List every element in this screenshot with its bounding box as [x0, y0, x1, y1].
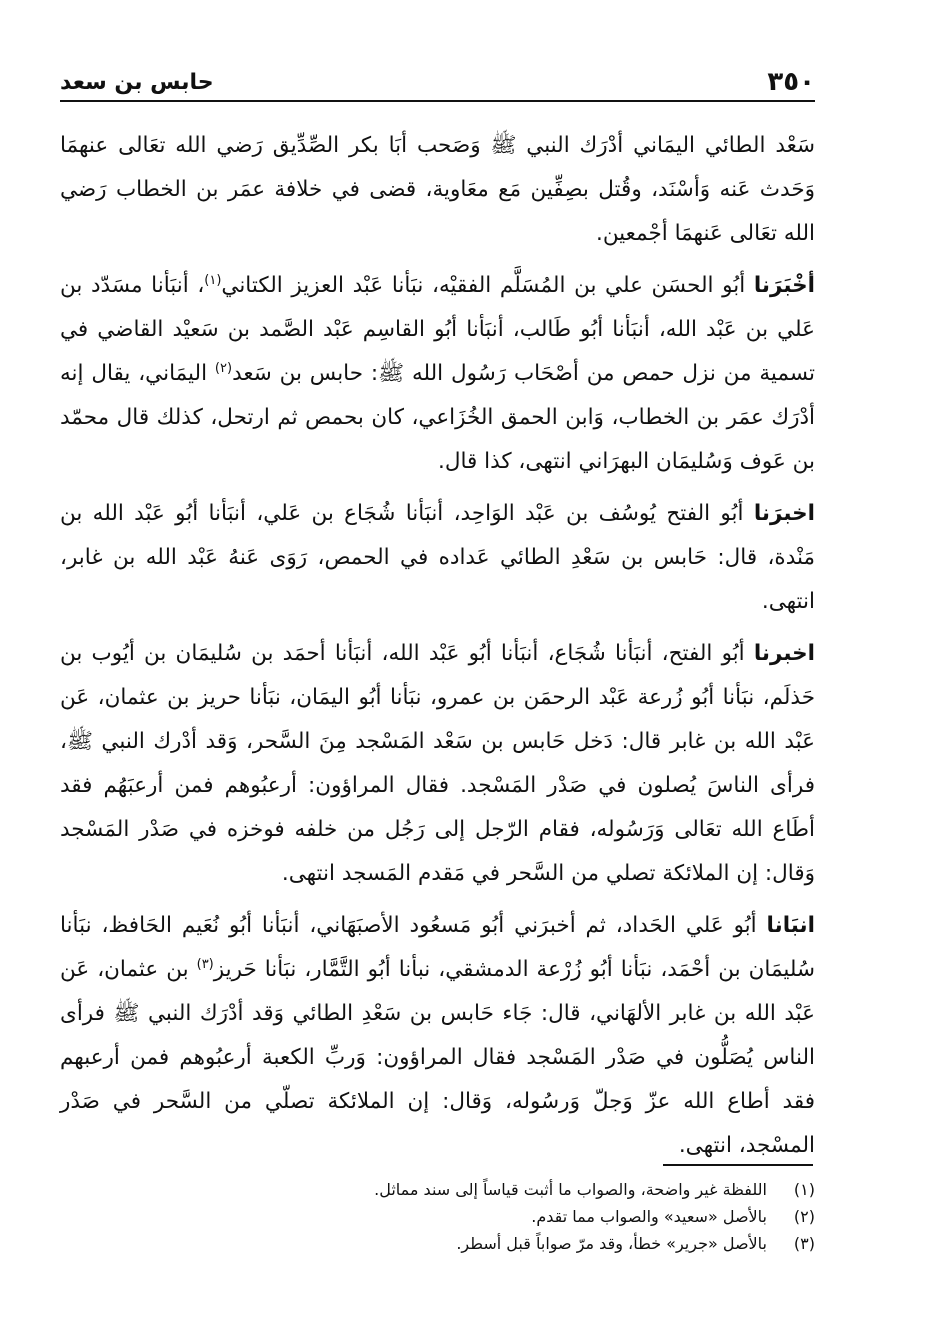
paragraph-3: [60, 492, 815, 624]
footnote-rule: [663, 1164, 813, 1166]
footnote-3: [60, 1230, 815, 1257]
page-number: ٣٥٠: [767, 67, 815, 97]
paragraph-text: بن عثمان، عَن عَبْد الله بن غابر الألهَاني، قال: جَاء حَابس بن سَعْدِ الطائي وَقد أدْرَك النبي ﷺ فرأى الناس يُصَلُّون في صَدْر المَسْجد فقال المراؤون: وَربِّ الكعبة أرعبُوهم فمن أرعبهم فقد أطاع الله عزّ وَجلّ وَرسُوله، وَقال: إن الملائكة تصلّي من السَّحر في صَدْر المسْجد، انتهى.: [60, 957, 815, 1158]
paragraph-lead: اخبرنا: [753, 641, 815, 666]
paragraph-lead: اخبرَنا: [753, 501, 815, 526]
footnote-number: (١): [793, 1180, 815, 1199]
footnotes: [60, 1176, 815, 1257]
footnote-text: بالأصل «سعيد» والصواب مما تقدم.: [531, 1207, 767, 1226]
paragraph-lead: أخْبَرَنا: [753, 273, 815, 298]
running-title: حابس بن سعد: [60, 69, 214, 95]
paragraph-text: أبُو عَلي الحَداد، ثم أخبرَني أبُو مَسعُود الأصبَهَاني، أنبَأنا أبُو نُعَيم الحَافظ، نبَأنا سُليمَان بن أحْمَد، نبَأنا أبُو زُرْعة الدمشقي، نبأنا أبُو التَّمَّار، نبَأنا حَريز: [60, 913, 816, 982]
footnote-2: [60, 1203, 815, 1230]
paragraph-text: سَعْد الطائي اليمَاني أدْرَك النبي ﷺ وَصَحب أبَا بكر الصِّدِّيق رَضي الله تعَالى عنهمَا وَحَدث عَنه وَأسْنَد، وقُتل بصِفِّين مَع معَاوية، قضى في خلافة عمَر بن الخطاب رَضي الله تعَالى عَنهمَا أجْمعين.: [60, 133, 815, 246]
footnote-ref-1[interactable]: (١): [204, 272, 222, 288]
footnote-text: اللفظة غير واضحة، والصواب ما أثبت قياساً إلى سند مماثل.: [374, 1180, 767, 1199]
footnote-1: [60, 1176, 815, 1203]
header-rule: [60, 100, 815, 102]
page-header: [60, 62, 815, 102]
paragraph-lead: انبَانا: [766, 913, 815, 938]
paragraph-text: اليمَاني، يقال إنه أدْرَك عمَر بن الخطاب، وَابن الحمق الخُزَاعي، كان بحمص ثم ارتحل، كذلك قال محمّد بن عَوف وَسُليمَان البهرَاني انتهى، كذا قال.: [60, 361, 815, 474]
paragraph-2: [60, 264, 815, 484]
paragraph-text: أبُو الفتح يُوسُف بن عَبْد الوَاحِد، أنبَأنا شُجَاع بن عَلي، أنبَأنا أبُو عَبْد الله بن مَنْدة، قال: حَابس بن سَعْدِ الطائي عَداده في الحمص، رَوَى عَنهُ عَبْد الله بن غابر، انتهى.: [60, 501, 815, 614]
footnote-number: (٣): [793, 1234, 815, 1253]
paragraph-text: أبُو الحسَن علي بن المُسَلَّم الفقيْه، نبَأنا عَبْد العزيز الكتاني: [221, 273, 754, 298]
footnote-ref-2[interactable]: (٢): [214, 360, 233, 376]
paragraph-4: [60, 632, 815, 896]
paragraph-1: [60, 124, 815, 256]
footnote-text: بالأصل «جرير» خطأ، وقد مرّ صواباً قبل أسطر.: [456, 1234, 767, 1253]
footnote-ref-3[interactable]: (٣): [196, 956, 214, 972]
paragraph-text: أبُو الفتح، أنبَأنا شُجَاع، أنبَأنا أبُو عَبْد الله، أنبَأنا أحمَد بن سُليمَان بن أيُوب بن حَذلَم، نبَأنا أبُو زُرعة عَبْد الرحمَن بن عمرو، نبَأنا أبُو اليمَان، نبَأنا حريز بن عثمان، عَن عَبْد الله بن غابر قال: دَخل حَابس بن سَعْد المَسْجد مِنَ السَّحر، وَقد أدْرك النبي ﷺ، فرأى الناسَ يُصلون في صَدْر المَسْجد. فقال المراؤون: أرعبُوهم فمن أرعبَهُم فقد أطَاع الله تعَالى وَرَسُوله، فقام الرّجل إلى رَجُل من خلفه فوخزه في صَدْر المَسْجد وَقال: إن الملائكة تصلي من السَّحر في مَقدم المَسجد انتهى.: [60, 641, 815, 886]
paragraph-5: [60, 904, 815, 1168]
paragraph-text: ، أنبَأنا مسَدّد بن عَلي بن عَبْد الله، أنبَأنا أبُو طَالب، أنبَأنا أبُو القاسِم عَبْد الصَّمد بن سَعيْد القاضي في تسمية من نزل حمص من أصْحَاب رَسُول الله ﷺ: حابس بن سَعد: [60, 273, 816, 386]
main-text: [60, 124, 815, 1176]
footnote-number: (٢): [793, 1207, 815, 1226]
